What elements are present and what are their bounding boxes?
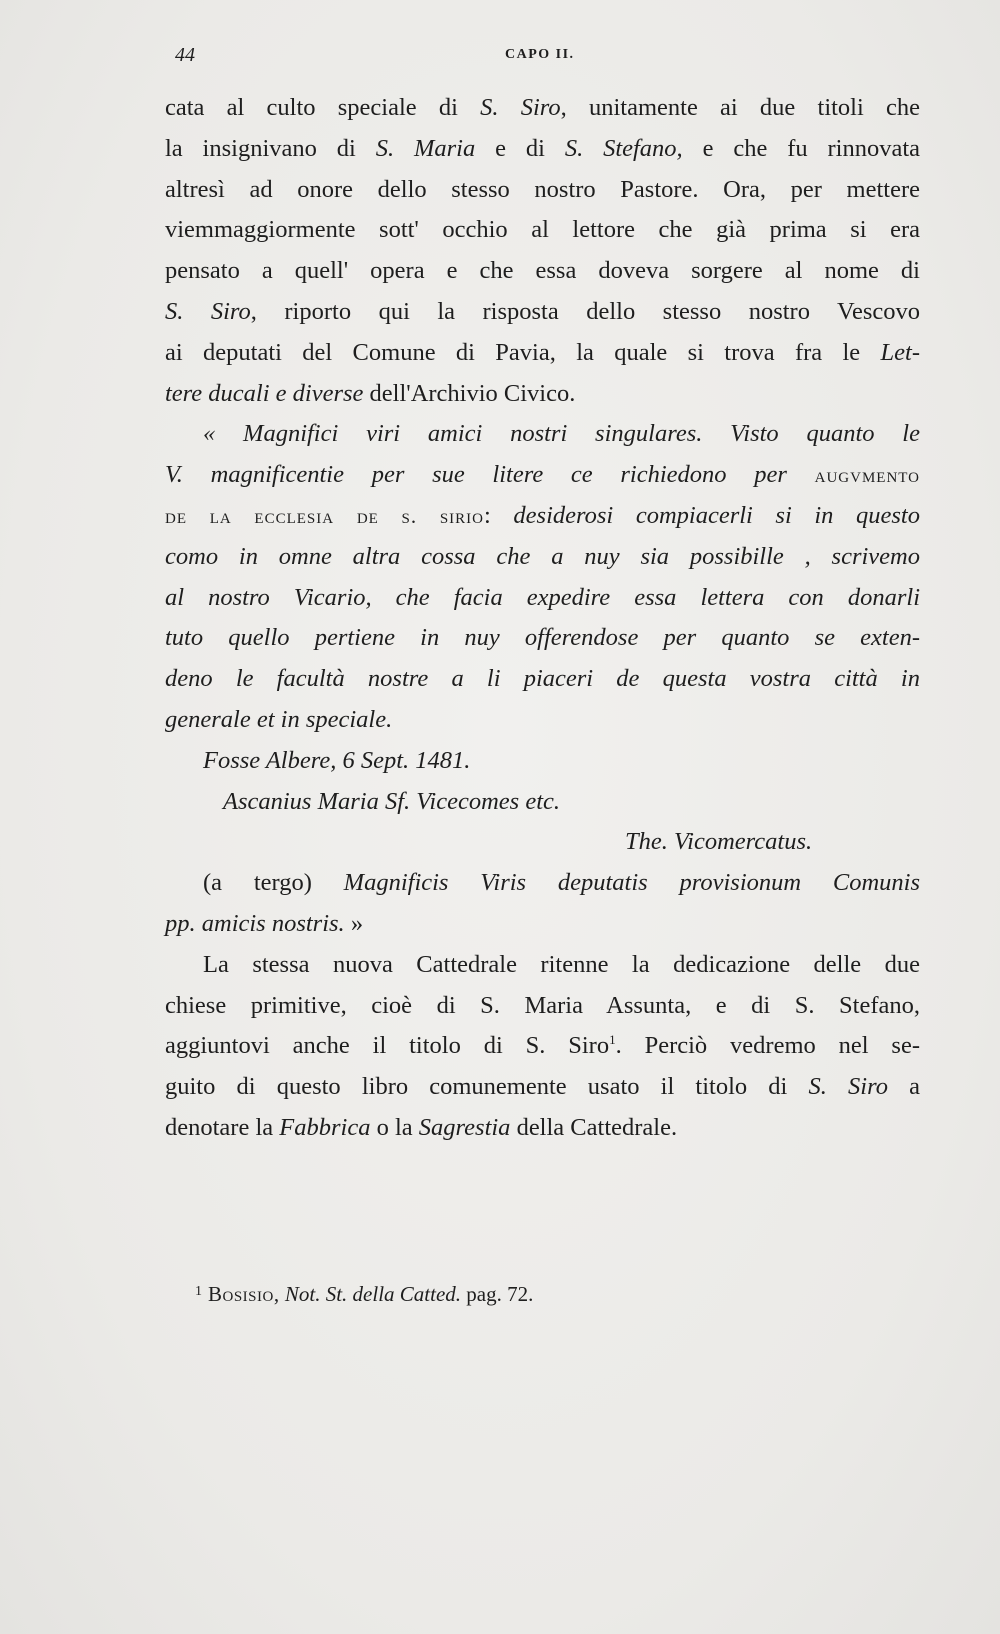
letter-line: de la ecclesia de s. sirio: desiderosi compiacerli si in questo — [165, 501, 920, 529]
letter-line: como in omne altra cossa che a nuy sia possibille , scrivemo — [165, 542, 920, 570]
letter-line: V. magnificentie per sue litere ce richiedono per augvmento — [165, 461, 920, 489]
text-line: S. Siro, riporto qui la risposta dello stesso nostro Vescovo — [165, 297, 920, 325]
footnote — [195, 1277, 533, 1309]
text-line: denotare la Fabbrica o la Sagrestia della Cattedrale. — [165, 1113, 678, 1141]
text-line: ai deputati del Comune di Pavia, la quale si trova fra le Let- — [165, 338, 920, 366]
text-line: guito di questo libro comunemente usato il titolo di S. Siro a — [165, 1073, 921, 1101]
text-line: pensato a quell' opera e che essa doveva sorgere al nome di — [165, 257, 920, 285]
footnote-page: pag. 72. — [466, 1282, 534, 1306]
text-line: aggiuntovi anche il titolo di S. Siro$^1$. Perciò vedremo nel se- — [165, 1032, 920, 1060]
letter-signature: Ascanius Maria Sf. Vicecomes etc. — [223, 787, 561, 815]
letter-line: « Magnifici viri amici nostri singulares. Visto quanto le — [203, 420, 920, 448]
text-line: chiese primitive, cioè di S. Maria Assunta, e di S. Stefano, — [165, 991, 920, 1019]
footnote-mark: 1 — [195, 1284, 202, 1299]
text-line: cata al culto speciale di S. Siro, unitamente ai due titoli che — [165, 94, 920, 121]
letter-line: generale et in speciale. — [165, 705, 393, 733]
letter-address: (a tergo) Magnificis Viris deputatis provisionum Comunis — [203, 869, 920, 897]
main-text — [165, 88, 920, 1149]
text-line: La stessa nuova Cattedrale ritenne la dedicazione delle due — [203, 950, 920, 978]
letter-address: pp. amicis nostris. » — [165, 909, 364, 937]
chapter-title: CAPO II. — [505, 47, 575, 62]
page-number: 44 — [175, 44, 195, 66]
footnote-title: Not. St. della Catted. — [284, 1282, 462, 1306]
text-line: tere ducali e diverse dell'Archivio Civico. — [165, 379, 576, 407]
running-head — [165, 44, 920, 74]
letter-line: deno le facultà nostre a li piaceri de questa vostra città in — [165, 665, 920, 693]
text-line: altresì ad onore dello stesso nostro Pastore. Ora, per mettere — [165, 175, 920, 203]
text-line: la insignivano di S. Maria e di S. Stefano, e che fu rinnovata — [165, 134, 921, 162]
footnote-reference: 1 — [609, 1032, 616, 1048]
letter-countersignature: The. Vicomercatus. — [625, 828, 813, 856]
letter-date: Fosse Albere, 6 Sept. 1481. — [203, 746, 471, 774]
letter-line: tuto quello pertiene in nuy offerendose per quanto se exten- — [165, 624, 920, 652]
letter-line: al nostro Vicario, che facia expedire essa lettera con donarli — [165, 583, 920, 611]
footnote-author: Bosisio, — [208, 1282, 280, 1306]
text-line: viemmaggiormente sott' occhio al lettore che già prima si era — [165, 216, 920, 244]
